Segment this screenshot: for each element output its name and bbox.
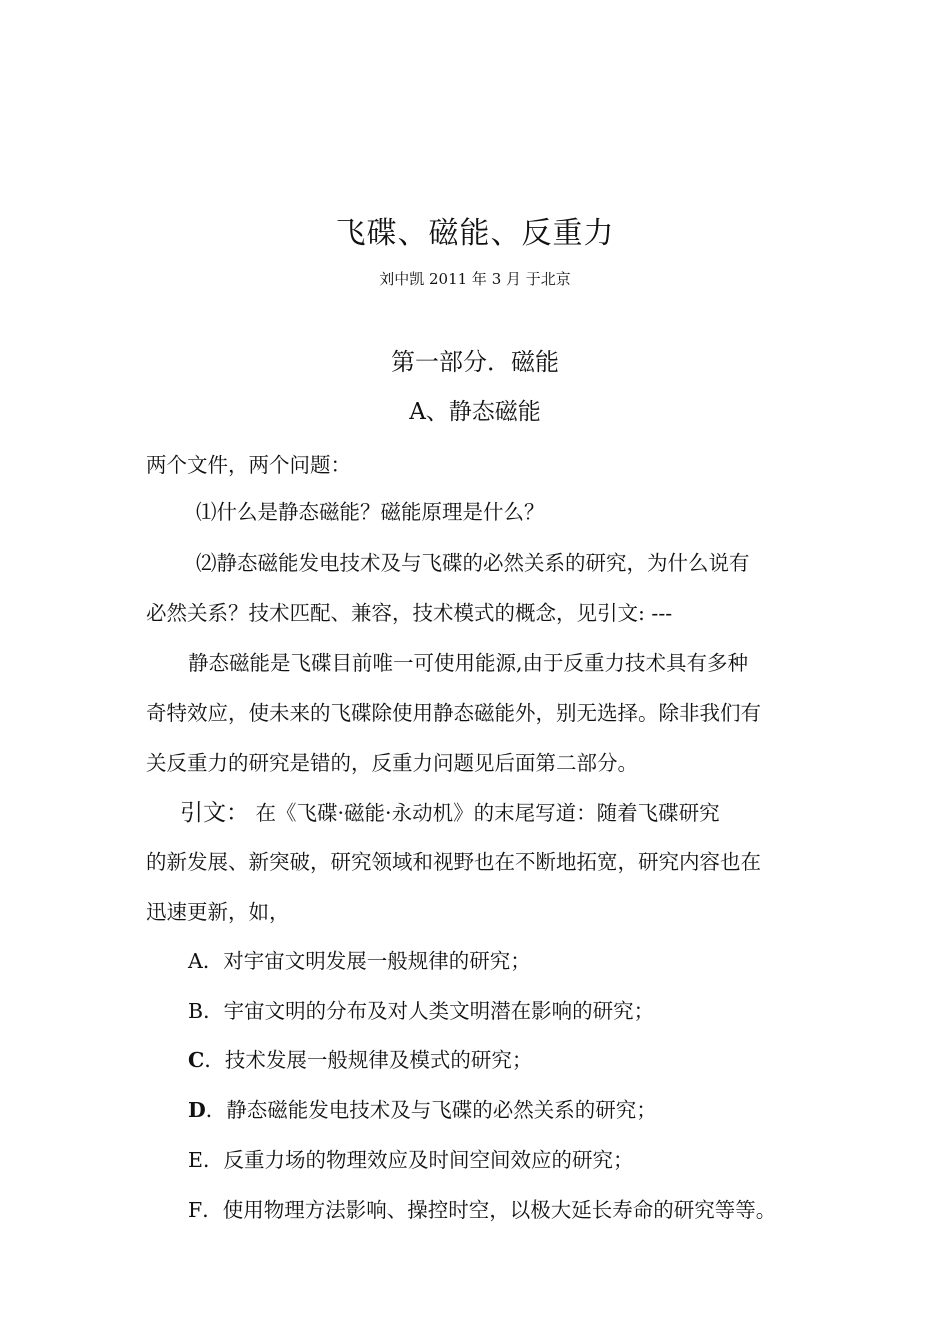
list-item bbox=[188, 1093, 657, 1123]
list-item bbox=[188, 1143, 633, 1173]
list-marker: F bbox=[188, 1198, 203, 1222]
list-item bbox=[188, 944, 531, 974]
list-marker: C bbox=[188, 1048, 205, 1072]
list-item-text: ．宇宙文明的分布及对人类文明潜在影响的研究； bbox=[203, 999, 655, 1023]
list-item-text: ．对宇宙文明发展一般规律的研究； bbox=[202, 949, 531, 973]
question-2-line-1: ⑵静态磁能发电技术及与飞碟的必然关系的研究，为什么说有 bbox=[196, 551, 750, 575]
paragraph-1-line-1: 静态磁能是飞碟目前唯一可使用能源,由于反重力技术具有多种 bbox=[188, 651, 749, 675]
list-marker: B bbox=[188, 999, 204, 1023]
list-item-text: ．技术发展一般规律及模式的研究； bbox=[204, 1048, 533, 1072]
question-2-line-2: 必然关系？技术匹配、兼容，技术模式的概念，见引文: --- bbox=[146, 601, 673, 625]
part-heading: 第一部分．磁能 bbox=[391, 348, 559, 376]
citation-label: 引文： bbox=[180, 800, 249, 826]
paragraph-1-line-2: 奇特效应，使未来的飞碟除使用静态磁能外，别无选择。除非我们有 bbox=[146, 701, 761, 725]
author-date-line: 刘中凯 2011 年 3 月 于北京 bbox=[379, 270, 571, 288]
document-title: 飞碟、磁能、反重力 bbox=[335, 216, 615, 251]
list-item-text: ．静态磁能发电技术及与飞碟的必然关系的研究； bbox=[205, 1098, 657, 1122]
list-marker: A bbox=[188, 949, 203, 973]
citation-text-1: 在《飞碟·磁能·永动机》的末尾写道：随着飞碟研究 bbox=[255, 801, 720, 825]
citation-line-1 bbox=[180, 794, 720, 827]
list-marker: E bbox=[188, 1148, 203, 1172]
intro-line: 两个文件，两个问题： bbox=[146, 453, 351, 477]
list-item-text: ．使用物理方法影响、操控时空，以极大延长寿命的研究等等。 bbox=[202, 1198, 777, 1222]
question-1: ⑴什么是静态磁能？磁能原理是什么？ bbox=[196, 500, 545, 524]
citation-line-2: 的新发展、新突破，研究领域和视野也在不断地拓宽，研究内容也在 bbox=[146, 850, 761, 874]
list-marker: D bbox=[188, 1098, 206, 1122]
list-item bbox=[188, 1193, 776, 1223]
paragraph-1-line-3: 关反重力的研究是错的，反重力问题见后面第二部分。 bbox=[146, 751, 638, 775]
list-item bbox=[188, 994, 654, 1024]
list-item bbox=[188, 1043, 532, 1073]
section-heading: A、静态磁能 bbox=[409, 399, 541, 425]
list-item-text: ．反重力场的物理效应及时间空间效应的研究； bbox=[202, 1148, 634, 1172]
citation-line-3: 迅速更新，如， bbox=[146, 900, 290, 924]
